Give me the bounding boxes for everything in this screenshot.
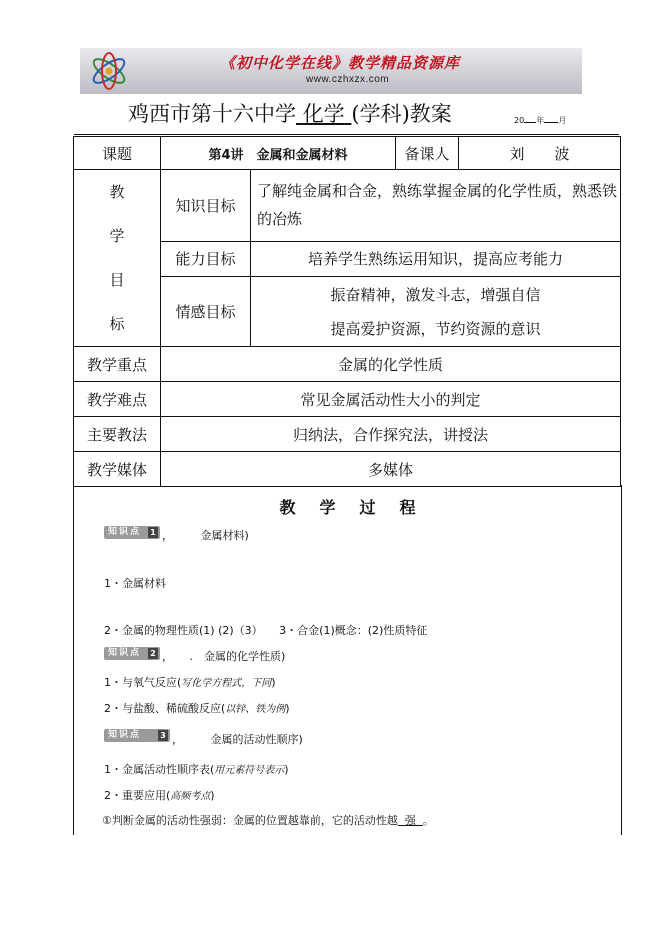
atom-logo-icon <box>84 50 134 92</box>
banner-url[interactable]: www.czhxzx.com <box>306 74 390 85</box>
media-value: 多媒体 <box>161 452 621 487</box>
item-metal-materials: 1・金属材料 <box>104 577 166 590</box>
topic-label: 课题 <box>74 137 161 170</box>
lesson-plan-table <box>73 136 621 487</box>
preparer-label: 备课人 <box>396 137 459 170</box>
item-physical-properties: 2・金属的物理性质(1) (2)（3） 3・合金(1)概念：(2)性质特征 <box>104 624 428 637</box>
school-name: 鸡西市第十六中学 <box>128 102 296 126</box>
knowledge-point-3-title: ， 金属的活动性顺序) <box>172 733 303 746</box>
page-title <box>128 98 452 128</box>
knowledge-point-1-badge: 知识点 1 <box>104 526 160 539</box>
table-row <box>74 417 621 452</box>
knowledge-value: 了解纯金属和合金，熟练掌握金属的化学性质，熟悉铁的冶炼 <box>251 170 621 242</box>
ability-value: 培养学生熟练运用知识，提高应考能力 <box>251 241 621 276</box>
knowledge-point-1-title: ， 金属材料) <box>162 529 249 542</box>
title-divider <box>74 134 619 135</box>
process-title: 教学过程 <box>279 498 440 517</box>
method-label: 主要教法 <box>74 417 161 452</box>
ability-label: 能力目标 <box>161 241 251 276</box>
table-row <box>74 382 621 417</box>
table-row <box>74 347 621 382</box>
goals-label: 教 学 目 标 <box>74 170 161 347</box>
difficulty-label: 教学难点 <box>74 382 161 417</box>
title-suffix: (学科)教案 <box>351 102 452 126</box>
knowledge-point-2-badge: 知识点 2 <box>104 647 160 660</box>
item-applications: 2・重要应用(高频考点) <box>104 789 215 802</box>
table-row <box>74 452 621 487</box>
method-value: 归纳法，合作探究法，讲授法 <box>161 417 621 452</box>
banner-title: 《初中化学在线》教学精品资源库 <box>220 54 461 72</box>
preparer-value: 刘 波 <box>459 137 621 170</box>
key-label: 教学重点 <box>74 347 161 382</box>
key-value: 金属的化学性质 <box>161 347 621 382</box>
emotion-value: 振奋精神，激发斗志，增强自信 提高爱护资源，节约资源的意识 <box>251 277 621 347</box>
teaching-process-section <box>73 485 622 835</box>
date-line: 20 年 月 <box>514 116 567 125</box>
item-activity-judgment: ①判断金属的活动性强弱：金属的位置越靠前，它的活动性越 强 。 <box>102 814 434 827</box>
item-acid-reaction: 2・与盐酸、稀硫酸反应(以锌、铁为例) <box>104 702 290 715</box>
header-banner <box>80 48 582 94</box>
table-row <box>74 137 621 170</box>
subject-blank: 化学 <box>302 102 345 126</box>
item-oxygen-reaction: 1・与氧气反应(写化学方程式，下同) <box>104 676 276 689</box>
media-label: 教学媒体 <box>74 452 161 487</box>
table-row <box>74 170 621 242</box>
difficulty-value: 常见金属活动性大小的判定 <box>161 382 621 417</box>
knowledge-label: 知识目标 <box>161 170 251 242</box>
emotion-label: 情感目标 <box>161 277 251 347</box>
knowledge-point-2-title: ， . 金属的化学性质) <box>162 650 286 663</box>
topic-value: 第4讲 金属和金属材料 <box>161 137 396 170</box>
knowledge-point-3-badge: 知识点 3 <box>104 729 170 742</box>
item-activity-series: 1・金属活动性顺序表(用元素符号表示) <box>104 763 289 776</box>
